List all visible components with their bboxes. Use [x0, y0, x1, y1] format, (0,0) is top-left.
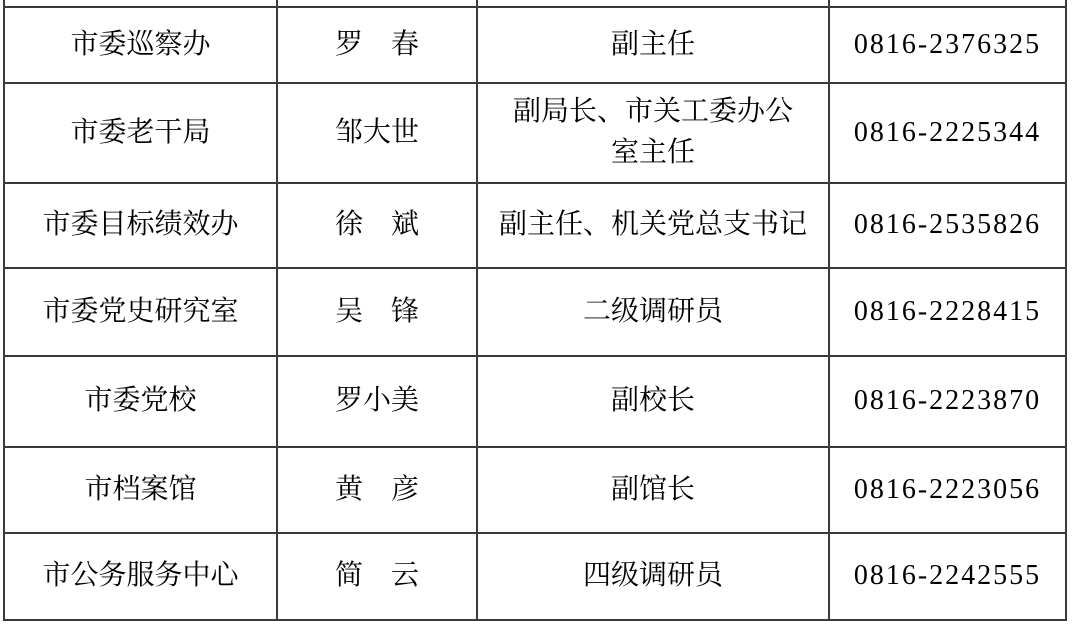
table-row [4, 268, 1066, 356]
partial-cell [277, 0, 477, 7]
name-cell: 吴 锋 [277, 268, 477, 356]
table-row [4, 533, 1066, 620]
partial-cell [4, 0, 277, 7]
table-row [4, 356, 1066, 447]
position-cell: 副局长、市关工委办公室主任 [477, 83, 829, 183]
phone-cell: 0816-2225344 [829, 83, 1066, 183]
position-cell: 四级调研员 [477, 533, 829, 620]
position-cell: 二级调研员 [477, 268, 829, 356]
org-cell: 市档案馆 [4, 447, 277, 533]
org-cell: 市公务服务中心 [4, 533, 277, 620]
org-cell: 市委党史研究室 [4, 268, 277, 356]
partial-cell [477, 0, 829, 7]
contact-table [3, 0, 1067, 621]
name-cell: 徐 斌 [277, 183, 477, 268]
phone-cell: 0816-2228415 [829, 268, 1066, 356]
partial-row-top [4, 0, 1066, 7]
position-cell: 副主任 [477, 7, 829, 83]
table-row [4, 7, 1066, 83]
position-cell: 副校长 [477, 356, 829, 447]
table-row [4, 83, 1066, 183]
partial-cell [829, 0, 1066, 7]
name-cell: 黄 彦 [277, 447, 477, 533]
position-cell: 副主任、机关党总支书记 [477, 183, 829, 268]
org-cell: 市委巡察办 [4, 7, 277, 83]
table-row [4, 447, 1066, 533]
name-cell: 简 云 [277, 533, 477, 620]
phone-cell: 0816-2242555 [829, 533, 1066, 620]
phone-cell: 0816-2223056 [829, 447, 1066, 533]
phone-cell: 0816-2535826 [829, 183, 1066, 268]
name-cell: 邹大世 [277, 83, 477, 183]
phone-cell: 0816-2223870 [829, 356, 1066, 447]
name-cell: 罗 春 [277, 7, 477, 83]
position-cell: 副馆长 [477, 447, 829, 533]
org-cell: 市委党校 [4, 356, 277, 447]
org-cell: 市委目标绩效办 [4, 183, 277, 268]
table-row [4, 183, 1066, 268]
phone-cell: 0816-2376325 [829, 7, 1066, 83]
name-cell: 罗小美 [277, 356, 477, 447]
org-cell: 市委老干局 [4, 83, 277, 183]
